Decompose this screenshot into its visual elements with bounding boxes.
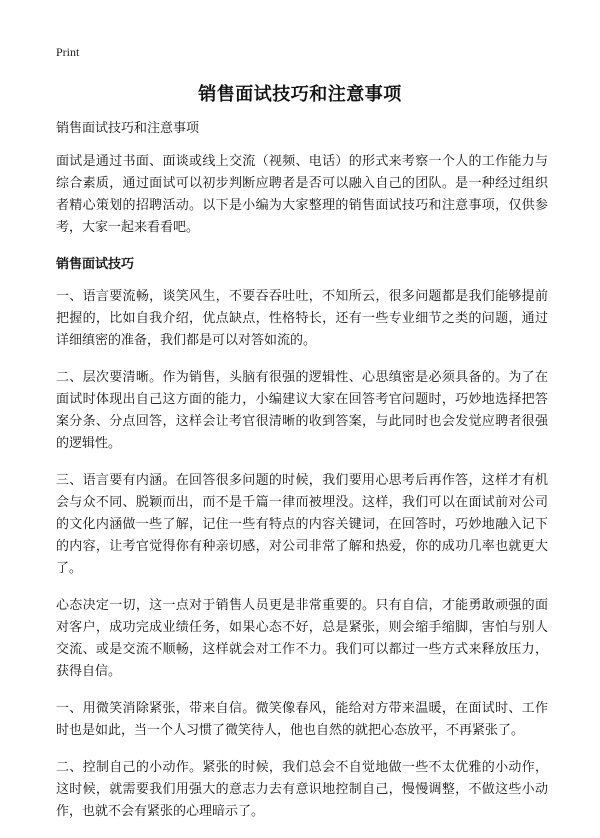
article-body — [56, 118, 548, 838]
section-heading: 销售面试技巧 — [56, 257, 135, 272]
paragraph-small-gestures: 二、控制自己的小动作。紧张的时候，我们总会不自觉地做一些不太优雅的小动作，这时候，就需要我们用强大的意志力去有意识地控制自己，慢慢调整，不做这些小动作，也就不会有紧张的心理暗示了。 — [56, 760, 548, 819]
paragraph-language-fluency: 一、语言要流畅，谈笑风生，不要吞吞吐吐，不知所云，很多问题都是我们能够提前把握的，比如自我介绍，优点缺点，性格特长，还有一些专业细节之类的问题，通过详细缜密的准备，我们都是可以对答如流的。 — [56, 289, 548, 348]
intro-paragraph: 面试是通过书面、面谈或线上交流（视频、电话）的形式来考察一个人的工作能力与综合素质，通过面试可以初步判断应聘者是否可以融入自己的团队。是一种经过组织者精心策划的招聘活动。以下是小编为大家整理的销售面试技巧和注意事项，仅供参考，大家一起来看看吧。 — [56, 154, 548, 235]
page-title: 销售面试技巧和注意事项 — [198, 84, 402, 105]
article-subtitle: 销售面试技巧和注意事项 — [56, 121, 200, 136]
print-label: Print — [56, 45, 80, 59]
paragraph-smile: 一、用微笑消除紧张，带来自信。微笑像春风，能给对方带来温暖，在面试时、工作时也是如此，当一个人习惯了微笑待人，他也自然的就把心态放平，不再紧张了。 — [56, 701, 548, 738]
paragraph-meaningful-language: 三、语言要有内涵。在回答很多问题的时候，我们要用心思考后再作答，这样才有机会与众不同、脱颖而出，而不是千篇一律而被埋没。这样，我们可以在面试前对公司的文化内涵做一些了解，记住一些有特点的内容关键词，在回答时，巧妙地融入记下的内容，让考官觉得你有种亲切感，对公司非常了解和热爱，你的成功几率也就更大了。 — [56, 473, 548, 576]
paragraph-clear-structure: 二、层次要清晰。作为销售，头脑有很强的逻辑性、心思缜密是必须具备的。为了在面试时体现出自己这方面的能力，小编建议大家在回答考官问题时，巧妙地选择把答案分条、分点回答，这样会让考官很清晰的收到答案，与此同时也会发觉应聘者很强的逻辑性。 — [56, 370, 548, 451]
paragraph-mindset: 心态决定一切，这一点对于销售人员更是非常重要的。只有自信，才能勇敢顽强的面对客户，成功完成业绩任务，如果心态不好，总是紧张，则会缩手缩脚，害怕与别人交流、或是交流不顺畅，这样就会对工作不力。我们可以都过一些方式来释放压力，获得自信。 — [56, 598, 548, 679]
